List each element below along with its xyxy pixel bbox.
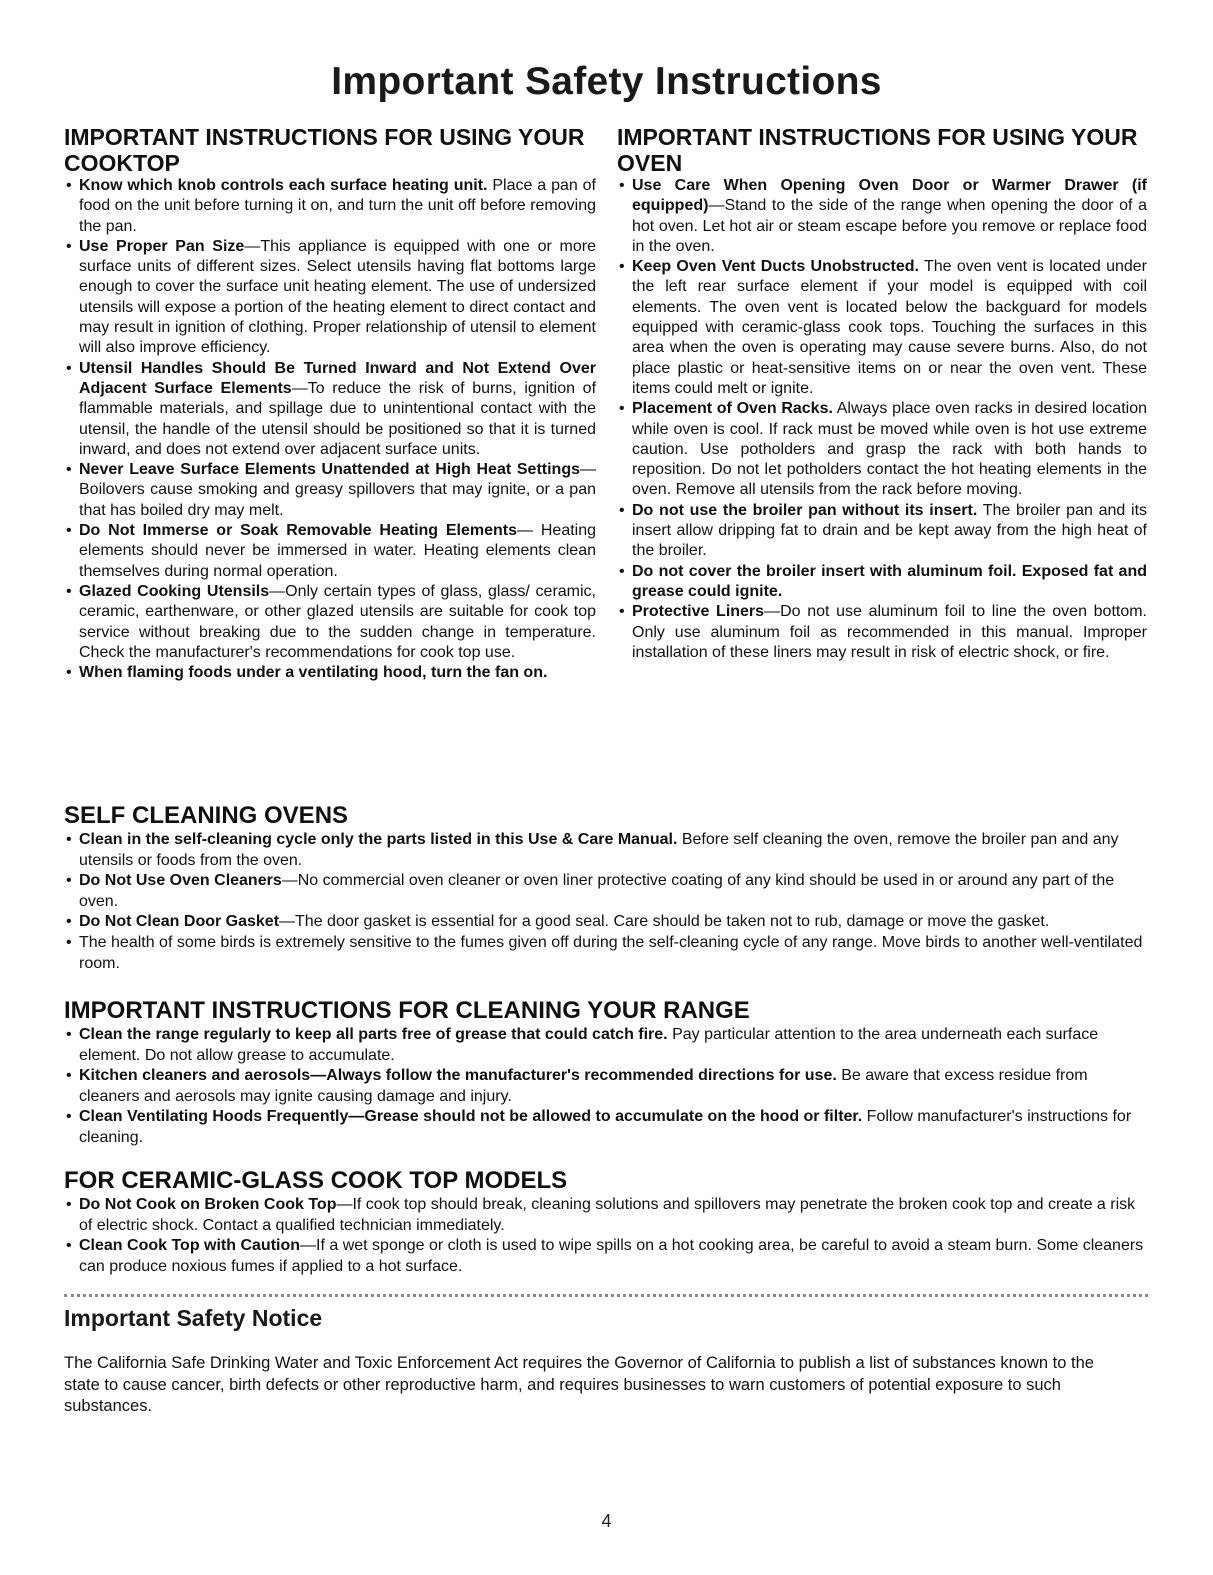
cooktop-heading: IMPORTANT INSTRUCTIONS FOR USING YOUR COOKTOP: [64, 124, 585, 176]
item-bold-text: Do Not Cook on Broken Cook Top: [79, 1196, 337, 1213]
notice-body: The California Safe Drinking Water and Toxic Enforcement Act requires the Governor of California to publish a list of substances known to the state to cause cancer, birth defects or other reproductive harm, and requires businesses to warn customers of potential exposure to such substances.: [64, 1354, 1094, 1415]
item-text: Always place oven racks in desired location while oven is cool. If rack must be moved while oven is hot use extreme caution. Use potholders and grasp the rack with both hands to reposition. Do not let potholders contact the hot heating elements in the oven. Remove all utensils from the rack before moving.: [632, 400, 1147, 499]
list-item: [64, 663, 596, 683]
list-item: [64, 830, 1146, 871]
item-text: — Heating elements should never be immersed in water. Heating elements clean themselves during normal operation.: [79, 522, 597, 580]
item-text: The health of some birds is extremely sensitive to the fumes given off during the self-cleaning cycle of any range. Move birds to another well-ventilated room.: [79, 933, 1143, 972]
page-title: Important Safety Instructions: [331, 60, 882, 103]
item-text: The oven vent is located under the left rear surface element if your model is equipped with coil elements. The oven vent is located below the backguard for models equipped with ceramic-glass cook tops. Touching the surfaces in this area when the oven is operating may cause severe burns. Also, do not place plastic or heat-sensitive items on or near the oven vent. These items could melt or ignite.: [632, 258, 1147, 397]
cleaning-range-section: [64, 997, 1146, 1149]
item-bold-text: When flaming foods under a ventilating hood, turn the fan on.: [79, 664, 548, 682]
ceramic-section: [64, 1167, 1146, 1277]
list-item: [64, 1107, 1146, 1148]
self-cleaning-section: [64, 802, 1146, 974]
item-text: —To reduce the risk of burns, ignition of flammable materials, and spillage due to unintentional contact with the utensil, the handle of the utensil should be positioned so that it is turned inward, and does not extend over adjacent surface units.: [79, 379, 597, 458]
list-item: [64, 521, 596, 582]
item-text: —Only certain types of glass, glass/ ceramic, ceramic, earthenware, or other glazed utensils are suitable for cook top service without breaking due to the sudden change in temperature. Check the manufacturer's recommendations for cook top use.: [79, 582, 596, 661]
cleaning-range-list: [64, 1025, 1146, 1149]
list-item: [64, 1236, 1146, 1277]
item-text: —Do not use aluminum foil to line the oven bottom. Only use aluminum foil as recommended in this manual. Improper installation of these liners may result in risk of electric shock, or fire.: [632, 603, 1148, 661]
list-item: [64, 1025, 1146, 1066]
item-bold-text: Keep Oven Vent Ducts Unobstructed.: [632, 258, 919, 276]
item-bold-text: Protective Liners: [632, 603, 765, 621]
list-item: [64, 912, 1146, 933]
page-number: 4: [601, 1511, 612, 1531]
item-bold-text: Do not cover the broiler insert with aluminum foil. Exposed fat and grease could ignite.: [632, 562, 1147, 600]
item-bold-text: Clean Cook Top with Caution: [79, 1237, 301, 1255]
item-text: —If a wet sponge or cloth is used to wipe spills on a hot cooking area, be careful to avoid a steam burn. Some cleaners can produce noxious fumes if applied to a hot surface.: [79, 1237, 1144, 1275]
list-item: [617, 501, 1147, 562]
list-item: [64, 1066, 1146, 1107]
item-text: Place a pan of food on the unit before turning it on, and turn the unit off before removing the pan.: [79, 177, 596, 235]
ceramic-heading: FOR CERAMIC-GLASS COOK TOP MODELS: [64, 1167, 568, 1194]
item-text: The broiler pan and its insert allow dripping fat to drain and be kept away from the high heat of the broiler.: [632, 501, 1148, 560]
cleaning-range-heading: IMPORTANT INSTRUCTIONS FOR CLEANING YOUR RANGE: [64, 997, 750, 1024]
item-text: Before self cleaning the oven, remove the broiler pan and any utensils or foods from the oven.: [79, 831, 1119, 869]
item-bold-text: Do Not Use Oven Cleaners: [79, 872, 282, 890]
item-text: —If cook top should break, cleaning solutions and spillovers may penetrate the broken cook top and create a risk of electric shock. Contact a qualified technician immediately.: [79, 1196, 1136, 1234]
list-item: [64, 1195, 1146, 1236]
item-bold-text: Clean the range regularly to keep all parts free of grease that could catch fire.: [79, 1026, 668, 1043]
list-item: [64, 237, 596, 359]
item-text: Be aware that excess residue from cleaners and aerosols may ignite causing damage and injury.: [79, 1067, 1088, 1105]
list-item: [617, 602, 1147, 663]
item-text: —No commercial oven cleaner or oven liner protective coating of any kind should be used in or around any part of the oven.: [79, 872, 1115, 910]
list-item: [617, 399, 1147, 500]
list-item: [64, 871, 1146, 912]
list-item: [64, 176, 596, 237]
item-text: —This appliance is equipped with one or more surface units of different sizes. Select utensils having flat bottoms large enough to cover the surface unit heating element. The use of undersized utensils will expose a portion of the heating element to direct contact and may result in ignition of clothing. Proper relationship of utensil to element will also improve efficiency.: [79, 237, 596, 357]
oven-section: [617, 124, 1147, 663]
list-item: [64, 359, 596, 460]
item-bold-text: Do Not Clean Door Gasket: [79, 913, 280, 931]
item-bold-text: Placement of Oven Racks.: [632, 400, 833, 418]
item-text: Follow manufacturer's instructions for cleaning.: [79, 1108, 1132, 1146]
list-item: [617, 562, 1147, 603]
oven-list: [617, 176, 1147, 663]
cooktop-list: [64, 176, 596, 683]
self-cleaning-list: [64, 830, 1146, 974]
item-bold-text: Use Proper Pan Size: [79, 237, 245, 255]
list-item: [617, 176, 1147, 257]
list-item: [617, 257, 1147, 399]
cooktop-section: [64, 124, 596, 683]
dotted-divider: [64, 1294, 1148, 1297]
item-bold-text: Know which knob controls each surface heating unit.: [79, 177, 488, 194]
item-text: —Stand to the side of the range when opening the door of a hot oven. Let hot air or steam escape before you remove or replace food in the oven.: [632, 197, 1147, 255]
item-text: —Boilovers cause smoking and greasy spillovers that may ignite, or a pan that has boiled dry may melt.: [79, 461, 596, 519]
self-cleaning-heading: SELF CLEANING OVENS: [64, 802, 349, 829]
item-bold-text: Do not use the broiler pan without its insert.: [632, 501, 978, 519]
oven-heading: IMPORTANT INSTRUCTIONS FOR USING YOUR OVEN: [617, 124, 1138, 176]
list-item: [64, 460, 596, 521]
item-bold-text: Do Not Immerse or Soak Removable Heating Elements: [79, 522, 518, 540]
item-bold-text: Never Leave Surface Elements Unattended at High Heat Settings: [79, 461, 580, 479]
item-bold-text: Kitchen cleaners and aerosols—Always follow the manufacturer's recommended directions for use.: [79, 1067, 837, 1085]
ceramic-list: [64, 1195, 1146, 1277]
item-bold-text: Utensil Handles Should Be Turned Inward and Not Extend Over Adjacent Surface Elements: [79, 359, 596, 397]
item-bold-text: Glazed Cooking Utensils: [79, 582, 270, 600]
item-bold-text: Clean in the self-cleaning cycle only the parts listed in this Use & Care Manual.: [79, 831, 678, 848]
notice-title: Important Safety Notice: [64, 1305, 323, 1331]
item-bold-text: Clean Ventilating Hoods Frequently—Grease should not be allowed to accumulate on the hood or filter.: [79, 1108, 863, 1126]
list-item: [64, 933, 1146, 974]
item-text: Pay particular attention to the area underneath each surface element. Do not allow grease to accumulate.: [79, 1026, 1099, 1064]
item-text: —The door gasket is essential for a good seal. Care should be taken not to rub, damage or move the gasket.: [279, 913, 1050, 931]
list-item: [64, 582, 596, 663]
item-bold-text: Use Care When Opening Oven Door or Warmer Drawer (if equipped): [632, 177, 1147, 215]
